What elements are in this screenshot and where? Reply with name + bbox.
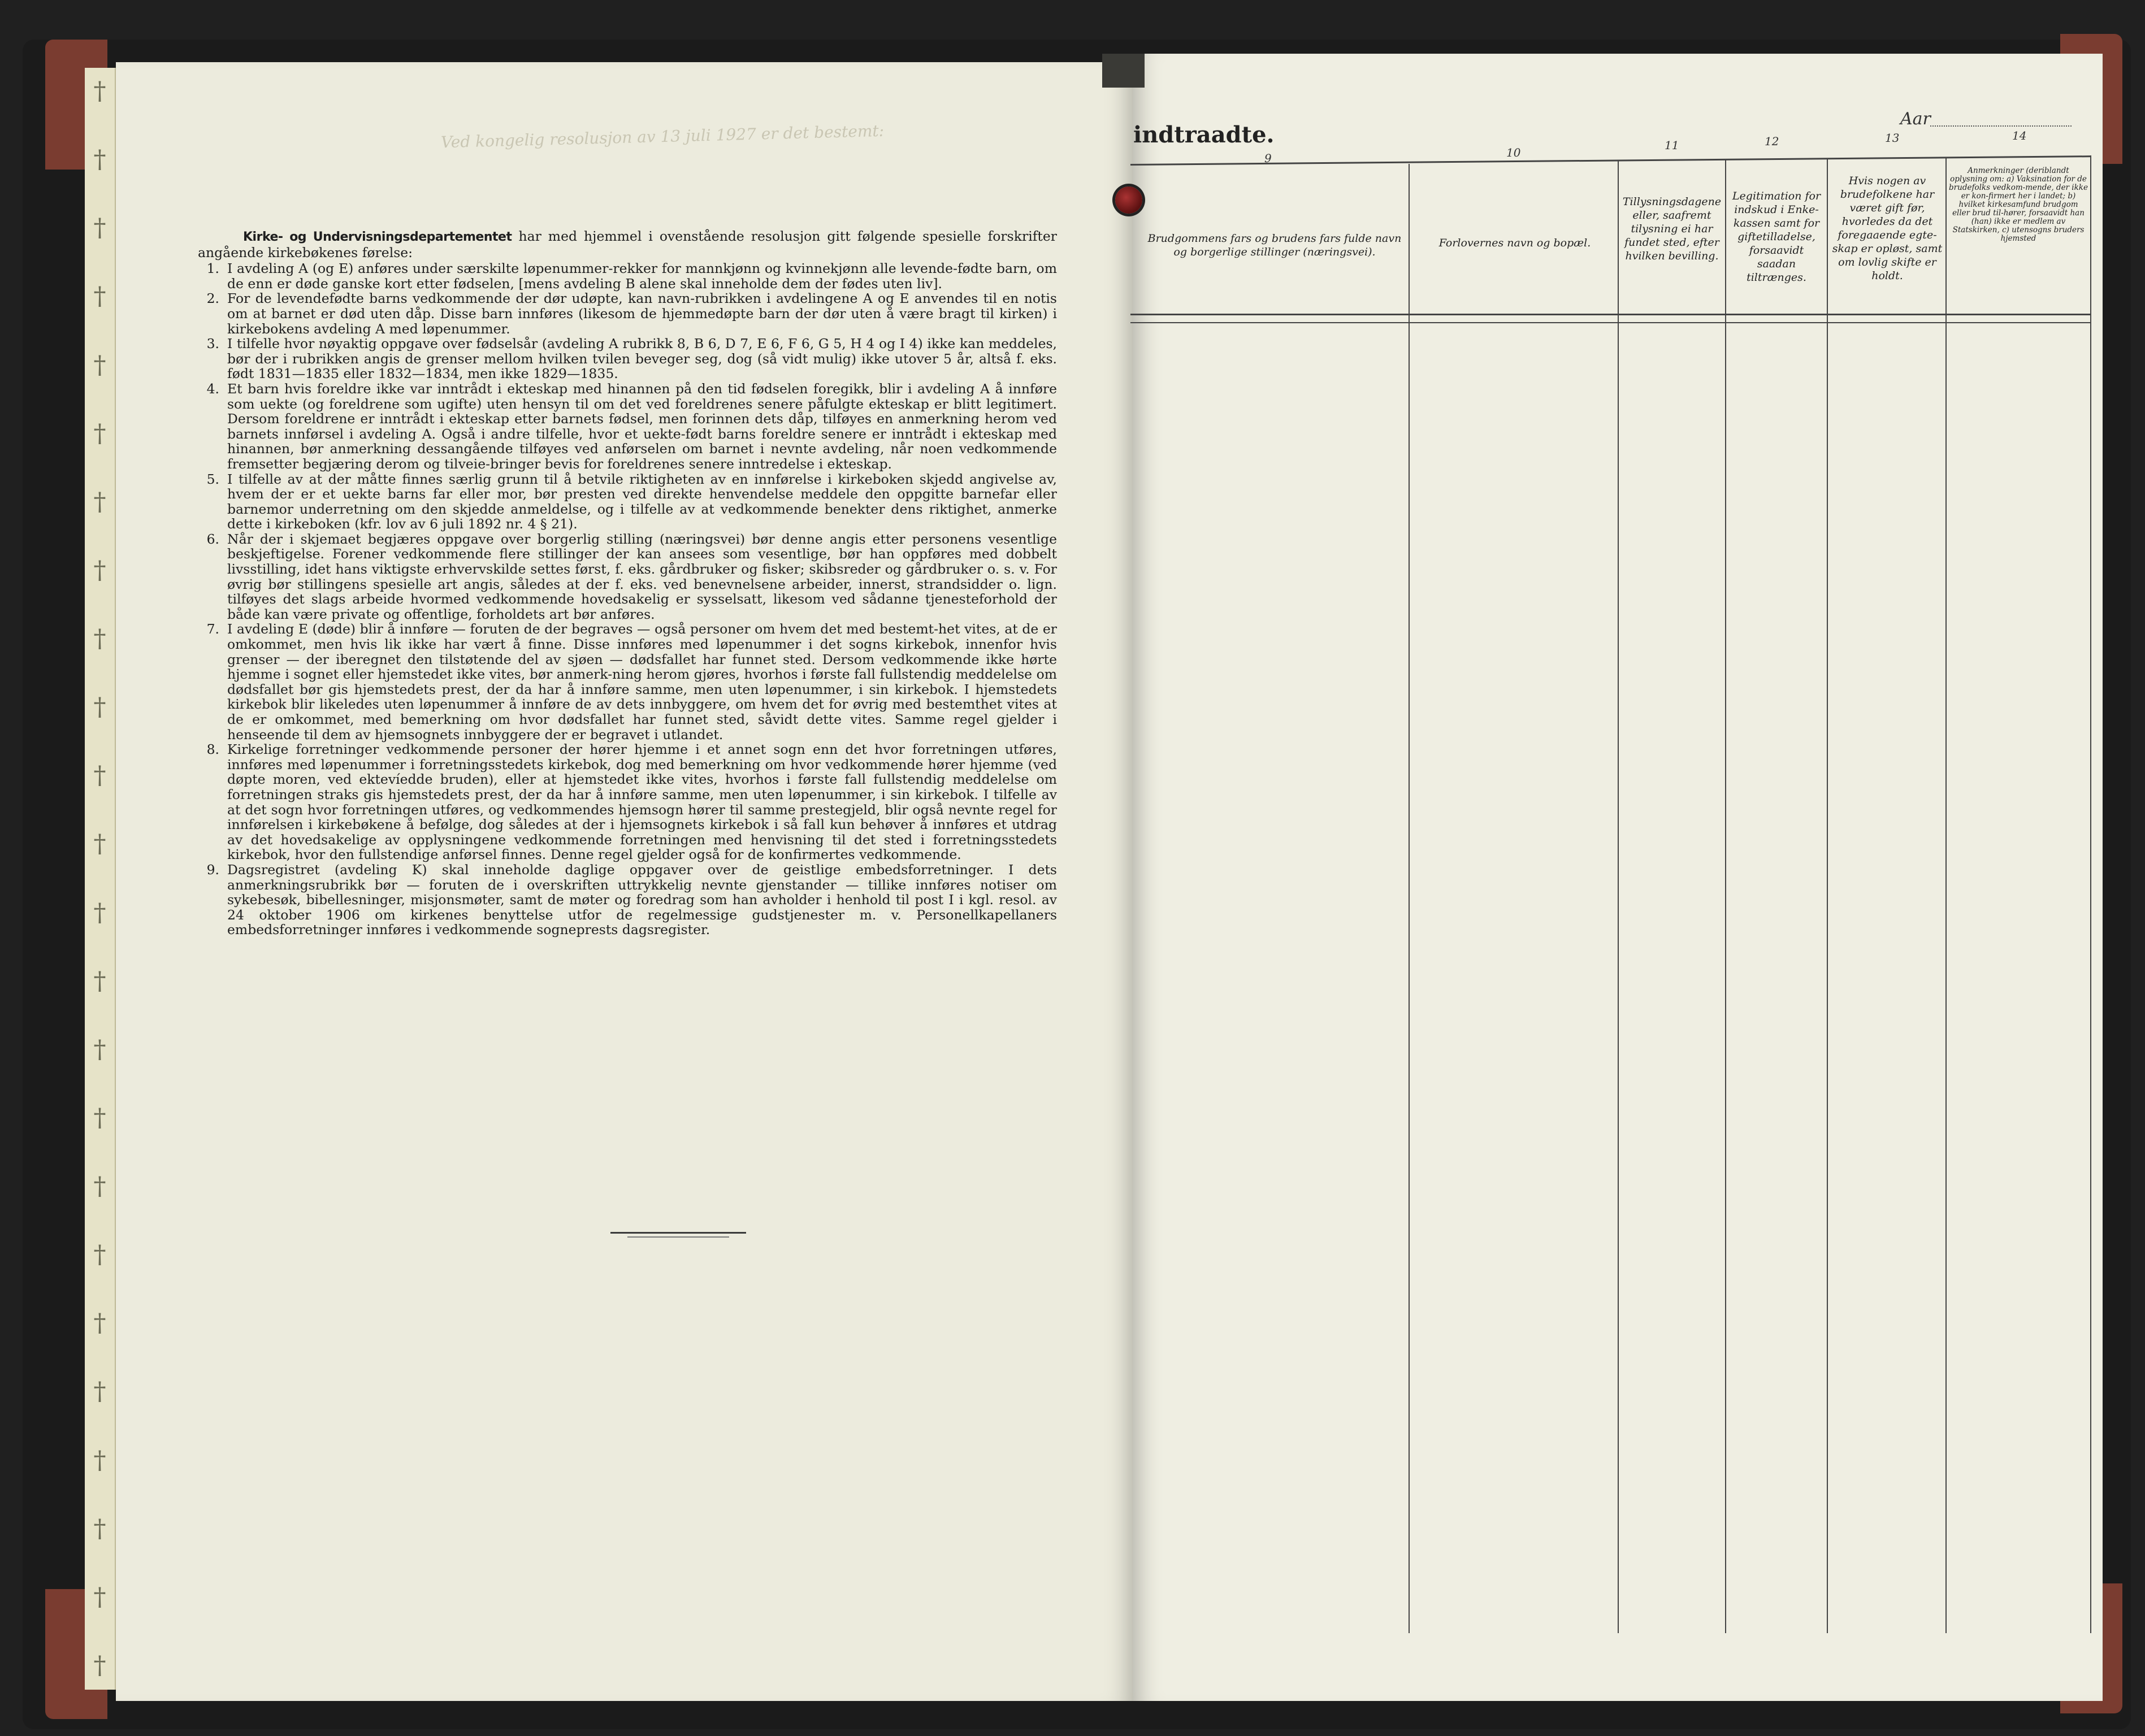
intro-text: har med hjemmel i ovenstående resolusjon gitt følgende spesielle forskrifter angående kirkebøkenes førelse:	[198, 228, 1057, 261]
column-header: Tillysningsdagene eller, saafremt tilysning ei har fundet sted, efter hvilken bevilling.	[1622, 196, 1722, 262]
cross-icon: †	[93, 1103, 106, 1132]
regulation-number: 3.	[206, 336, 219, 352]
regulation-text: I tilfelle av at der måtte finnes særlig grunn til å betvile riktigheten av en innførelse i kirkeboken skjedd angivelse av, hvem der er et uekte barns far eller mor, bør presten ved direkte henvendelse meddele den oppgitte barnefar eller barnemor underretning om den skjedde anmeldelse, og i tilfelle av at vedkommende benekter dens riktighet, anmerke dette i kirkeboken (kfr. lov av 6 juli 1892 nr. 4 § 21).	[227, 471, 1057, 532]
regulation-text: Kirkelige forretninger vedkommende personer der hører hjemme i et annet sogn enn det hvor forretningen utføres, innføres med løpenummer i forretningsstedets kirkebok, dog med bemerkning om hvor vedkommende hører hjemme (ved døpte moren, ved ektevíedde bruden), eller at hjemstedet ikke vites, hvorhos i første fall fullstendig meddelelse om forretningen straks gis hjemstedets prest, der da har å innføre samme, men uten løpenummer, i sin kirkebok. I tilfelle av at det sogn hvor forretningen utføres, og vedkommendes hjemsogn hører til samme prestegjeld, blir også nevnte regel for innførelsen i kirkebøkene å befølge, dog således at der i hjemsognets kirkebok i så fall kun behøver å innføres et utdrag av det hovedsakelige av opplysningene vedkommende forretningen med henvisning til det sted i forretningsstedets kirkebok, hvor den fullstendige anførsel finnes. Denne regel gjelder også for de konfirmertes vedkommende.	[227, 741, 1057, 863]
cross-icon: †	[93, 1446, 106, 1475]
regulation-item	[198, 472, 1057, 532]
regulation-number: 5.	[206, 471, 219, 487]
cross-icon: †	[93, 1582, 106, 1612]
cross-icon: †	[93, 1172, 106, 1201]
cross-icon: †	[93, 214, 106, 243]
regulation-list	[198, 261, 1057, 938]
bookmark-clip-icon	[1115, 186, 1142, 214]
regulation-item	[198, 622, 1057, 742]
regulation-text: For de levendefødte barns vedkommende der dør udøpte, kan navn-rubrikken i avdelingene A og E anvendes til en notis om at barnet er død uten dåp. Disse barn innføres (likesom de hjemmedøpte barn der dør uten å være bragt til kirken) i kirkebokens avdeling A med løpenummer.	[227, 290, 1057, 337]
column-divider	[1409, 164, 1410, 1633]
regulation-number: 6.	[206, 531, 219, 547]
faint-bleedthrough-header: Ved kongelig resolusjon av 13 juli 1927 er det bestemt:	[440, 121, 885, 152]
cross-icon: †	[93, 1651, 106, 1680]
column-header: Hvis nogen av brudefolkene har været gift før, hvorledes da det foregaaende egte-skap er opløst, samt om lovlig skifte er holdt.	[1832, 175, 1943, 282]
regulation-item	[198, 291, 1057, 336]
cross-icon: †	[93, 282, 106, 311]
cross-icon: †	[93, 419, 106, 448]
regulation-item	[198, 532, 1057, 622]
cross-icon: †	[93, 898, 106, 927]
cross-icon: †	[93, 1514, 106, 1543]
cross-icon: †	[93, 555, 106, 585]
intro-paragraph	[198, 229, 1057, 260]
header-bottom-rule	[1130, 314, 2091, 315]
section-title: indtraadte.	[1133, 121, 1275, 148]
column-divider	[1827, 158, 1828, 1633]
regulation-number: 1.	[206, 261, 219, 277]
cross-icon: †	[93, 487, 106, 517]
column-number: 9	[1264, 151, 1272, 165]
cross-icon: †	[93, 145, 106, 175]
column-divider	[1725, 159, 1726, 1633]
cross-icon: †	[93, 624, 106, 653]
closing-rule	[610, 1232, 746, 1234]
regulation-number: 4.	[206, 380, 219, 397]
column-number: 13	[1885, 131, 1900, 145]
cross-icon: †	[93, 1377, 106, 1407]
column-number: 12	[1765, 134, 1779, 148]
column-divider	[2090, 155, 2091, 1633]
cross-icon: †	[93, 1240, 106, 1270]
cross-icon: †	[93, 693, 106, 722]
cross-icon: †	[93, 350, 106, 380]
regulation-text: Når der i skjemaet begjæres oppgave over borgerlig stilling (næringsvei) bør denne angis etter personens vesentlige beskjeftigelse. Forener vedkommende flere stillinger der kan ansees som vesentlige, bør han oppføres med dobbelt livsstilling, idet hans viktigste erhvervskilde settes først, f. eks. gårdbruker og fisker; skibsreder og gårdbruker o. s. v. For øvrig bør stillingens spesielle art angis, således at der f. eks. ved benevnelsene arbeider, innerst, strandsidder o. lign. tilføyes det slags arbeide hvormed vedkommende hovedsakelig er sysselsatt, likesom ved sådanne tjenesteforhold der både kan være private og offentlige, forholdets art bør anføres.	[227, 531, 1057, 622]
column-header: Forlovernes navn og bopæl.	[1438, 237, 1591, 249]
department-name: Kirke- og Undervisningsdepartementet	[243, 230, 512, 244]
page-tab-gap	[1102, 54, 1145, 88]
regulation-number: 7.	[206, 621, 219, 637]
regulation-text: I avdeling E (døde) blir å innføre — foruten de der begraves — også personer om hvem det med bestemt-het vites, at de er omkommet, men hvis lik ikke har vært å finne. Disse innføres med løpenummer i det sogns kirkebok, innenfor hvis grenser — der iberegnet den tilstøtende del av sjøen — dødsfallet har funnet sted. Dersom vedkommende ikke hørte hjemme i sognet eller hjemstedet ikke vites, bør anmerk-ning herom gjøres, hvorhos i første fall fullstendig meddelelse om dødsfallet bør gis hjemstedets prest, der da har å innføre samme, men uten løpenummer, i sin kirkebok. I hjemstedets kirkebok blir likeledes uten løpenummer å innføre de av dets innbyggere, om hvem det for øvrig med bestemthet vites at de er omkommet, med bemerkning om hvor dødsfallet har funnet sted, såvidt dette vites. Samme regel gjelder i henseende til dem av hjemsognets innbyggere der er begravet i utlandet.	[227, 621, 1057, 743]
regulation-item	[198, 381, 1057, 472]
closing-rule-thin	[627, 1236, 729, 1238]
regulation-text: I avdeling A (og E) anføres under særskilte løpenummer-rekker for mannkjønn og kvinnekjønn alle levende-fødte barn, om de enn er døde ganske kort etter fødselen, [mens avdeling B alene skal inneholde dem der fødes uten liv].	[227, 261, 1057, 292]
column-header: Legitimation for indskud i Enke-kassen samt for giftetilladelse, forsaavidt saadan tiltrænges.	[1732, 190, 1821, 284]
header-bottom-rule-2	[1130, 322, 2091, 323]
regulation-text: Et barn hvis foreldre ikke var inntrådt i ekteskap med hinannen på den tid fødselen foregikk, blir i avdeling A å innføre som uekte (og foreldrene som ugifte) uten hensyn til om det ved foreldrenes senere påfulgte ekteskap er blitt legitimert. Dersom foreldrene er inntrådt i ekteskap etter barnets fødsel, men forinnen dets dåp, tilføyes en anmerkning herom ved barnets innførsel i avdeling A. Også i andre tilfelle, hvor et uekte-født barns foreldre senere er inntrådt i ekteskap med hinannen, bør anmerkning dessangående tilføyes ved anførselen om barnet i nevnte avdeling, når noen vedkommende fremsetter begjæring derom og tilveie-bringer bevis for foreldrenes senere inntredelse i ekteskap.	[227, 380, 1057, 472]
regulation-item	[198, 742, 1057, 862]
regulation-item	[198, 862, 1057, 938]
year-label: Aar	[1900, 109, 1931, 129]
column-number: 10	[1506, 146, 1521, 159]
binding-strip	[85, 68, 116, 1690]
column-header: Anmerkninger (deriblandt oplysning om: a) Vaksination for de brudefolks vedkom-mende, der ikke er kon-firmert her i landet; b) hvilket kirkesamfund brudgom eller brud til-hører, forsaavidt han (han) ikke er medlem av Statskirken, c) utensogns bruders hjemsted	[1949, 166, 2088, 243]
year-field-line	[1930, 125, 2072, 127]
regulation-item	[198, 336, 1057, 381]
regulations-text	[198, 229, 1057, 938]
cross-icon: †	[93, 830, 106, 859]
cross-icon: †	[93, 761, 106, 791]
cross-icon: †	[93, 1035, 106, 1064]
regulation-text: I tilfelle hvor nøyaktig oppgave over fødselsår (avdeling A rubrikk 8, B 6, D 7, E 6, F 6, G 5, H 4 og I 4) ikke kan meddeles, bør der i rubrikken angis de grenser mellom hvilken tvilen beveger seg, dog (så vidt mulig) ikke utover 5 år, altså f. eks. født 1831—1835 eller 1832—1834, men ikke 1829—1835.	[227, 336, 1057, 382]
column-number: 11	[1665, 138, 1679, 152]
regulation-number: 8.	[206, 741, 219, 758]
regulation-number: 2.	[206, 290, 219, 307]
cross-icon: †	[93, 77, 106, 106]
column-divider	[1945, 157, 1947, 1633]
cross-icon: †	[93, 966, 106, 996]
regulation-item	[198, 261, 1057, 291]
column-header: Brudgommens fars og brudens fars fulde navn og borgerlige stillinger (næringsvei).	[1147, 232, 1402, 258]
column-divider	[1618, 161, 1619, 1633]
regulation-number: 9.	[206, 861, 219, 878]
cross-icon: †	[93, 1309, 106, 1338]
regulation-text: Dagsregistret (avdeling K) skal inneholde daglige oppgaver over de geistlige embedsforretninger. I dets anmerkningsrubrikk bør — foruten de i overskriften uttrykkelig nevnte gjenstander — tillike innføres notiser om sykebesøk, bibellesninger, misjonsmøter, samt de møter og foredrag som han avholder i henhold til post I i kgl. resol. av 24 oktober 1906 om kirkenes benyttelse utfor de regelmessige gudstjenester m. v. Personellkapellaners embedsforretninger innføres i vedkommende sogneprests dagsregister.	[227, 861, 1057, 938]
column-number: 14	[2012, 129, 2027, 142]
